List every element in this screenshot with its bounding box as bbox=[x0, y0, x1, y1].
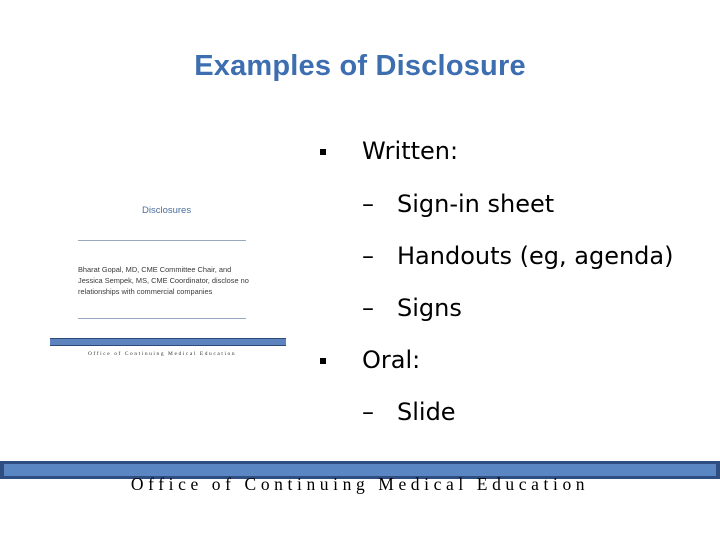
sub-bullet-label: Signs bbox=[397, 294, 462, 322]
sub-bullet-label: Handouts (eg, agenda) bbox=[397, 242, 674, 270]
thumbnail-title: Disclosures bbox=[142, 205, 192, 216]
thumbnail-body: Bharat Gopal, MD, CME Committee Chair, and Jessica Sempek, MS, CME Coordinator, disclose no relationships with commercial companies bbox=[78, 265, 249, 296]
dash-icon: – bbox=[362, 242, 374, 270]
sub-bullet-label: Slide bbox=[397, 398, 456, 426]
dash-icon: – bbox=[362, 294, 374, 322]
bullet-label: Written: bbox=[362, 137, 459, 165]
footer-text: Office of Continuing Medical Education bbox=[130, 474, 590, 494]
square-bullet-icon bbox=[320, 358, 326, 364]
bullet-label: Oral: bbox=[362, 346, 421, 374]
thumbnail-divider-top bbox=[78, 240, 246, 241]
slide-title: Examples of Disclosure bbox=[194, 50, 526, 82]
thumbnail-divider-bottom bbox=[78, 318, 246, 319]
disclosure-slide-thumbnail bbox=[50, 170, 286, 362]
square-bullet-icon bbox=[320, 149, 326, 155]
thumbnail-footer-text: Office of Continuing Medical Education bbox=[88, 351, 237, 357]
thumbnail-footer-bar bbox=[50, 338, 286, 346]
sub-bullet-label: Sign-in sheet bbox=[397, 190, 555, 218]
dash-icon: – bbox=[362, 190, 374, 218]
dash-icon: – bbox=[362, 398, 374, 426]
